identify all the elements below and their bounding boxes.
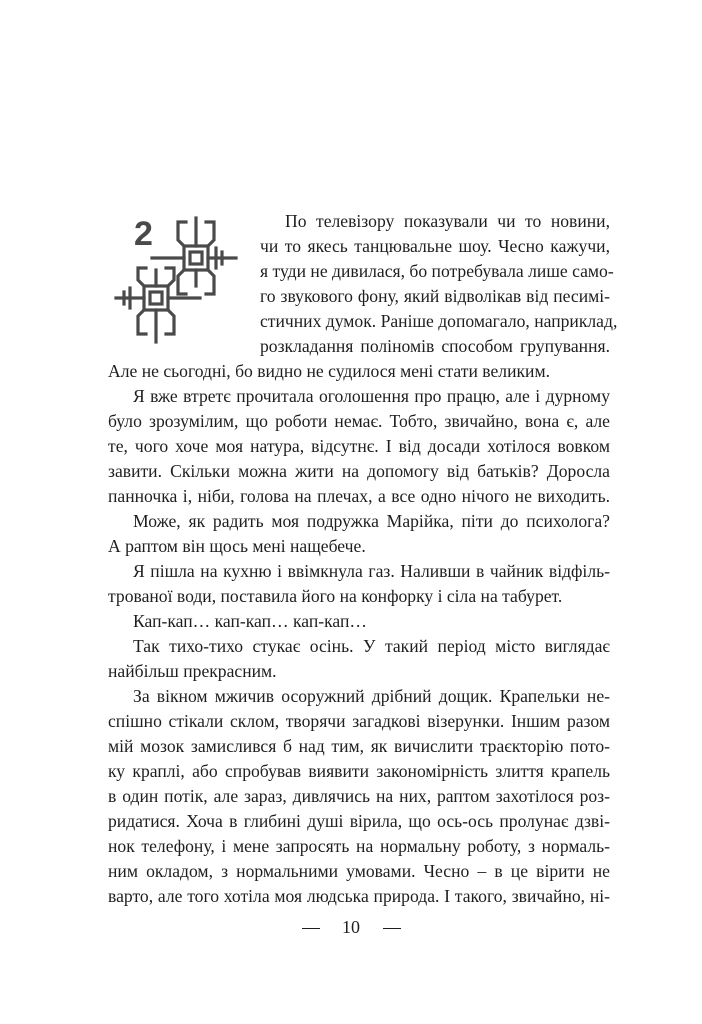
text-line: А раптом він щось мені нащебече. [108, 536, 366, 556]
text-line: трованої води, поставила його на конфорку і сіла на табурет. [108, 586, 563, 606]
text-line: завити. Скільки можна жити на допомогу від батьків? Доросла [108, 461, 610, 481]
chapter-number: 2 [134, 215, 153, 253]
text-line: я туди не дивилася, бо потребувала лише само- [260, 261, 614, 281]
text-line: варто, але того хотіла моя людська природа. І такого, звичайно, ні- [108, 886, 610, 906]
text-line: го звукового фону, який відволікав від песимі- [260, 286, 610, 306]
text-line: розкладання поліномів способом групування. [260, 336, 610, 356]
text-line: було зрозумілим, що роботи немає. Тобто, звичайно, вона є, але [108, 411, 610, 431]
text-line: Я вже втретє прочитала оголошення про працю, але і дурному [133, 386, 610, 406]
text-line: По телевізору показували чи то новини, [285, 211, 610, 231]
text-line: в один потік, але зараз, дивлячись на них, раптом захотілося роз- [108, 786, 610, 806]
text-line: панночка і, ніби, голова на плечах, а все одно нічого не виходить. [108, 486, 610, 506]
text-line: мій мозок замислився б над тим, як вичислити траєкторію пото- [108, 736, 610, 756]
text-line: Я пішла на кухню і ввімкнула газ. Наливши в чайник відфіль- [133, 561, 610, 581]
text-line: те, чого хоче моя натура, відсутнє. І від досади хотілося вовком [108, 436, 610, 456]
text-line: Так тихо-тихо стукає осінь. У такий період місто виглядає [133, 636, 610, 656]
text-line: спішно стікали склом, творячи загадкові візерунки. Іншим разом [108, 711, 610, 731]
chapter-heading [112, 214, 240, 346]
text-line: ним окладом, з нормальними умовами. Чесно – в це вірити не [108, 861, 610, 881]
text-line: чи то якесь танцювальне шоу. Чесно кажучи, [260, 236, 610, 256]
text-line: найбільш прекрасним. [108, 661, 277, 681]
text-line: ридатися. Хоча в глибині душі вірила, що ось-ось пролунає дзві- [108, 811, 610, 831]
text-line: За вікном мжичив осоружний дрібний дощик. Крапельки не- [133, 686, 610, 706]
text-line: Але не сьогодні, бо видно не судилося мені стати великим. [108, 361, 550, 381]
text-line: ку краплі, або спробував виявити закономірність злиття крапель [108, 761, 610, 781]
embroidery-ornament-icon [112, 214, 240, 346]
text-line: стичних думок. Раніше допомагало, наприклад, [260, 311, 618, 331]
text-line: Кап-кап… кап-кап… кап-кап… [133, 611, 368, 631]
folio-dash-right [383, 928, 401, 929]
page-footer [0, 915, 702, 939]
text-line: Може, як радить моя подружка Марійка, піти до психолога? [133, 511, 610, 531]
text-line: нок телефону, і мене запросять на нормальну роботу, з нормаль- [108, 836, 610, 856]
folio-dash-left [302, 928, 320, 929]
page-number: 10 [342, 917, 360, 937]
